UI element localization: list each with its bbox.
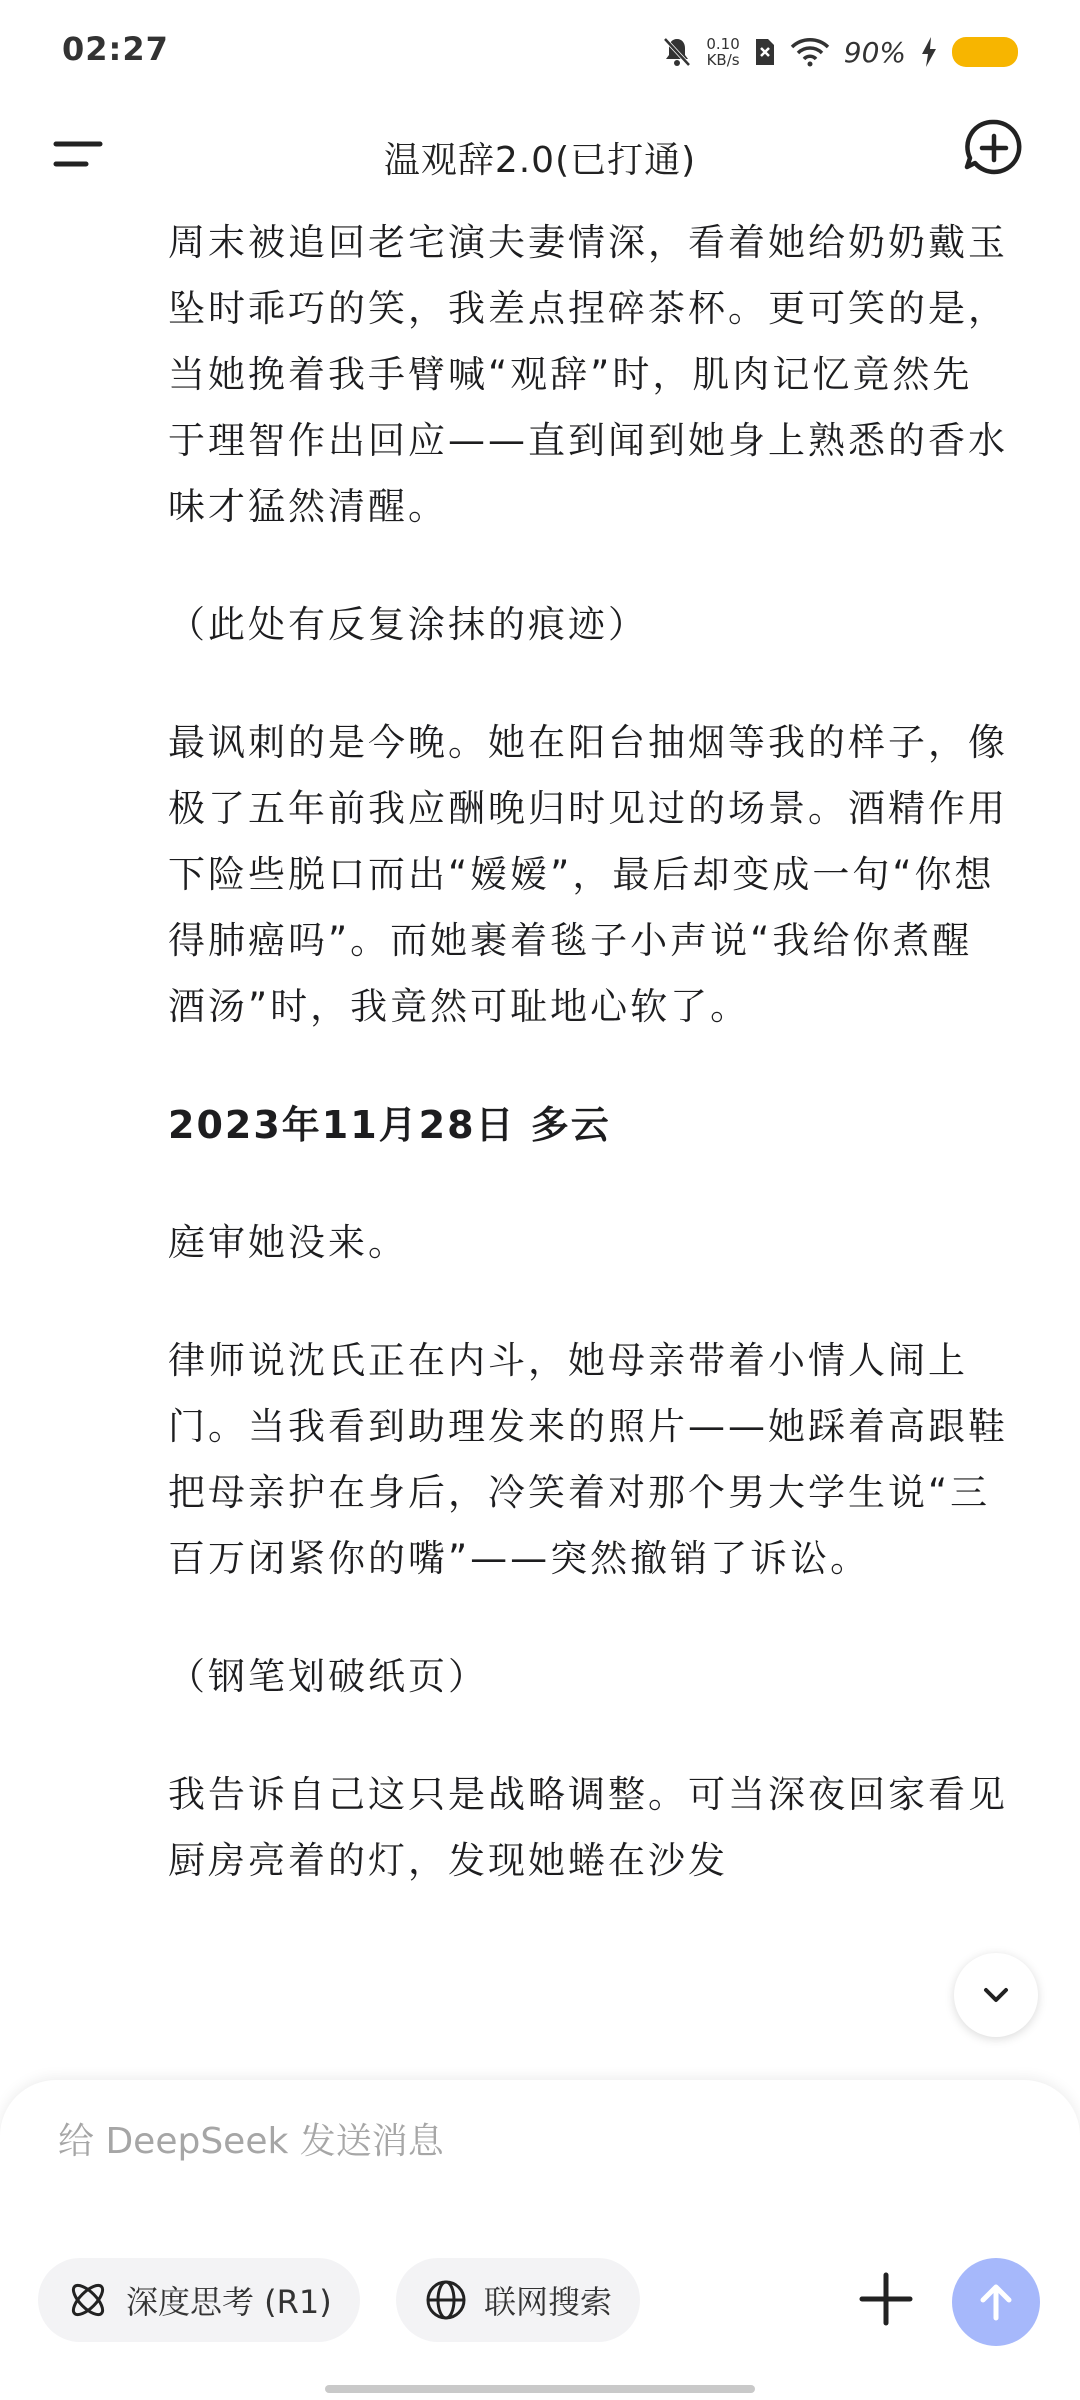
- send-button[interactable]: [952, 2258, 1040, 2346]
- deep-think-toggle[interactable]: [38, 2258, 360, 2342]
- paragraph: 庭审她没来。: [168, 1221, 408, 1264]
- home-indicator[interactable]: [325, 2385, 755, 2393]
- net-speed-unit: KB/s: [706, 51, 740, 69]
- battery-icon: [952, 37, 1018, 67]
- status-icons: [662, 30, 1018, 74]
- composer-panel: [0, 2080, 1080, 2400]
- battery-percent: 90%: [843, 35, 906, 69]
- chevron-down-icon: [976, 1975, 1016, 2015]
- net-speed: [706, 36, 739, 68]
- deep-think-label: 深度思考 (R1): [126, 2283, 332, 2321]
- arrow-up-icon: [972, 2278, 1020, 2326]
- charging-bolt-icon: [920, 36, 938, 68]
- net-speed-value: 0.10: [706, 35, 740, 53]
- chat-header: [0, 104, 1080, 222]
- date-heading: 2023年11月28日 多云: [168, 1103, 611, 1147]
- message-content: [168, 210, 1008, 1946]
- wifi-icon: [790, 37, 830, 67]
- paragraph: （此处有反复涂抹的痕迹）: [168, 603, 648, 646]
- attach-button[interactable]: [852, 2265, 920, 2333]
- sim-icon: [754, 37, 776, 67]
- web-search-toggle[interactable]: [396, 2258, 640, 2342]
- atom-icon: [66, 2278, 110, 2322]
- paragraph: 我告诉自己这只是战略调整。可当深夜回家看见厨房亮着的灯，发现她蜷在沙发: [168, 1773, 1008, 1882]
- message-input[interactable]: [56, 2120, 960, 2163]
- scroll-to-bottom-button[interactable]: [954, 1953, 1038, 2037]
- status-time: 02:27: [62, 30, 169, 68]
- paragraph: 最讽刺的是今晚。她在阳台抽烟等我的样子，像极了五年前我应酬晚归时见过的场景。酒精作用下险些脱口而出“嫒嫒”，最后却变成一句“你想得肺癌吗”。而她裹着毯子小声说“我给你煮醒酒汤”时，我竟然可耻地心软了。: [168, 721, 1008, 1028]
- paragraph: 周末被追回老宅演夫妻情深，看着她给奶奶戴玉坠时乖巧的笑，我差点捏碎茶杯。更可笑的是，当她挽着我手臂喊“观辞”时，肌肉记忆竟然先于理智作出回应——直到闻到她身上熟悉的香水味才猛然清醒。: [168, 221, 1008, 528]
- plus-icon: [852, 2265, 920, 2333]
- globe-icon: [424, 2278, 468, 2322]
- new-chat-icon: [960, 114, 1028, 182]
- paragraph: 律师说沈氏正在内斗，她母亲带着小情人闹上门。当我看到助理发来的照片——她踩着高跟鞋把母亲护在身后，冷笑着对那个男大学生说“三百万闭紧你的嘴”——突然撤销了诉讼。: [168, 1339, 1008, 1580]
- paragraph: （钢笔划破纸页）: [168, 1655, 488, 1698]
- mute-bell-icon: [662, 36, 692, 68]
- chat-title: 温观辞2.0(已打通): [383, 140, 697, 181]
- web-search-label: 联网搜索: [484, 2283, 613, 2321]
- status-bar: [0, 0, 1080, 104]
- new-chat-button[interactable]: [960, 114, 1028, 182]
